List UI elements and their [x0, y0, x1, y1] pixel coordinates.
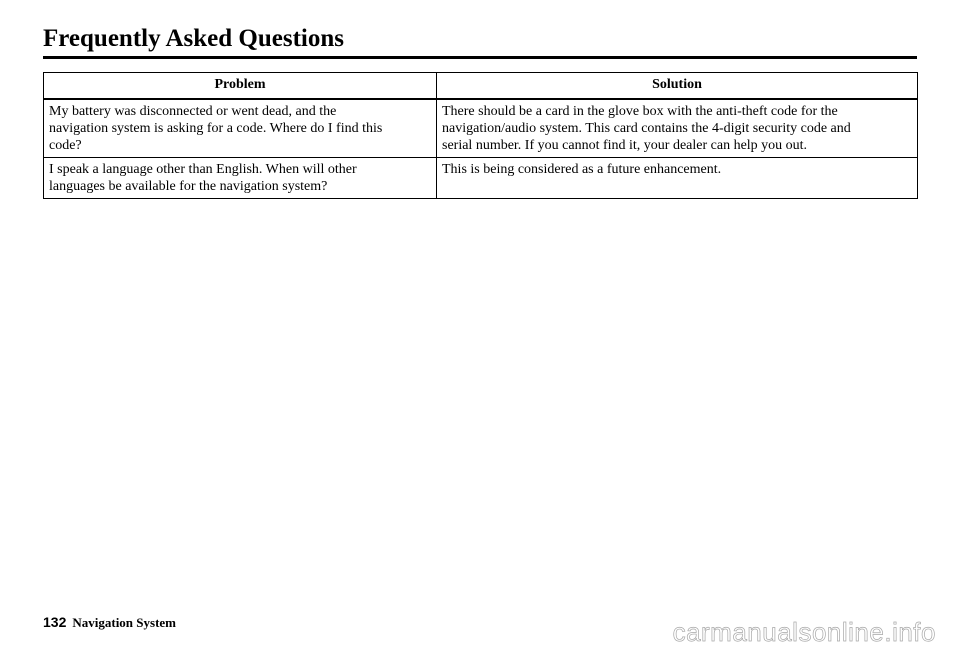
page-title: Frequently Asked Questions — [43, 25, 344, 52]
table-row — [44, 158, 918, 199]
problem-text-line: languages be available for the navigation system? — [49, 179, 328, 194]
solution-text-line: There should be a card in the glove box with the anti-theft code for the — [442, 104, 838, 119]
page-footer — [43, 614, 176, 631]
watermark: carmanualsonline.info — [672, 617, 936, 647]
solution-cell — [437, 158, 918, 199]
solution-column-header: Solution — [437, 73, 918, 100]
problem-text-line: navigation system is asking for a code. Where do I find this — [49, 121, 383, 136]
solution-text-line: navigation/audio system. This card contains the 4-digit security code and — [442, 121, 851, 136]
problem-cell — [44, 158, 437, 199]
title-divider — [43, 56, 917, 59]
faq-table — [43, 72, 918, 199]
problem-column-header: Problem — [44, 73, 437, 100]
table-header-row — [44, 73, 918, 100]
problem-text-line: My battery was disconnected or went dead, and the — [49, 104, 337, 119]
table-row — [44, 99, 918, 158]
solution-cell — [437, 99, 918, 158]
problem-cell — [44, 99, 437, 158]
problem-text-line: code? — [49, 138, 82, 153]
page-number: 132 — [43, 614, 67, 630]
solution-text-line: This is being considered as a future enhancement. — [442, 162, 722, 177]
problem-text-line: I speak a language other than English. When will other — [49, 162, 357, 177]
solution-text-line: serial number. If you cannot find it, your dealer can help you out. — [442, 138, 808, 153]
footer-section-title: Navigation System — [72, 615, 176, 630]
